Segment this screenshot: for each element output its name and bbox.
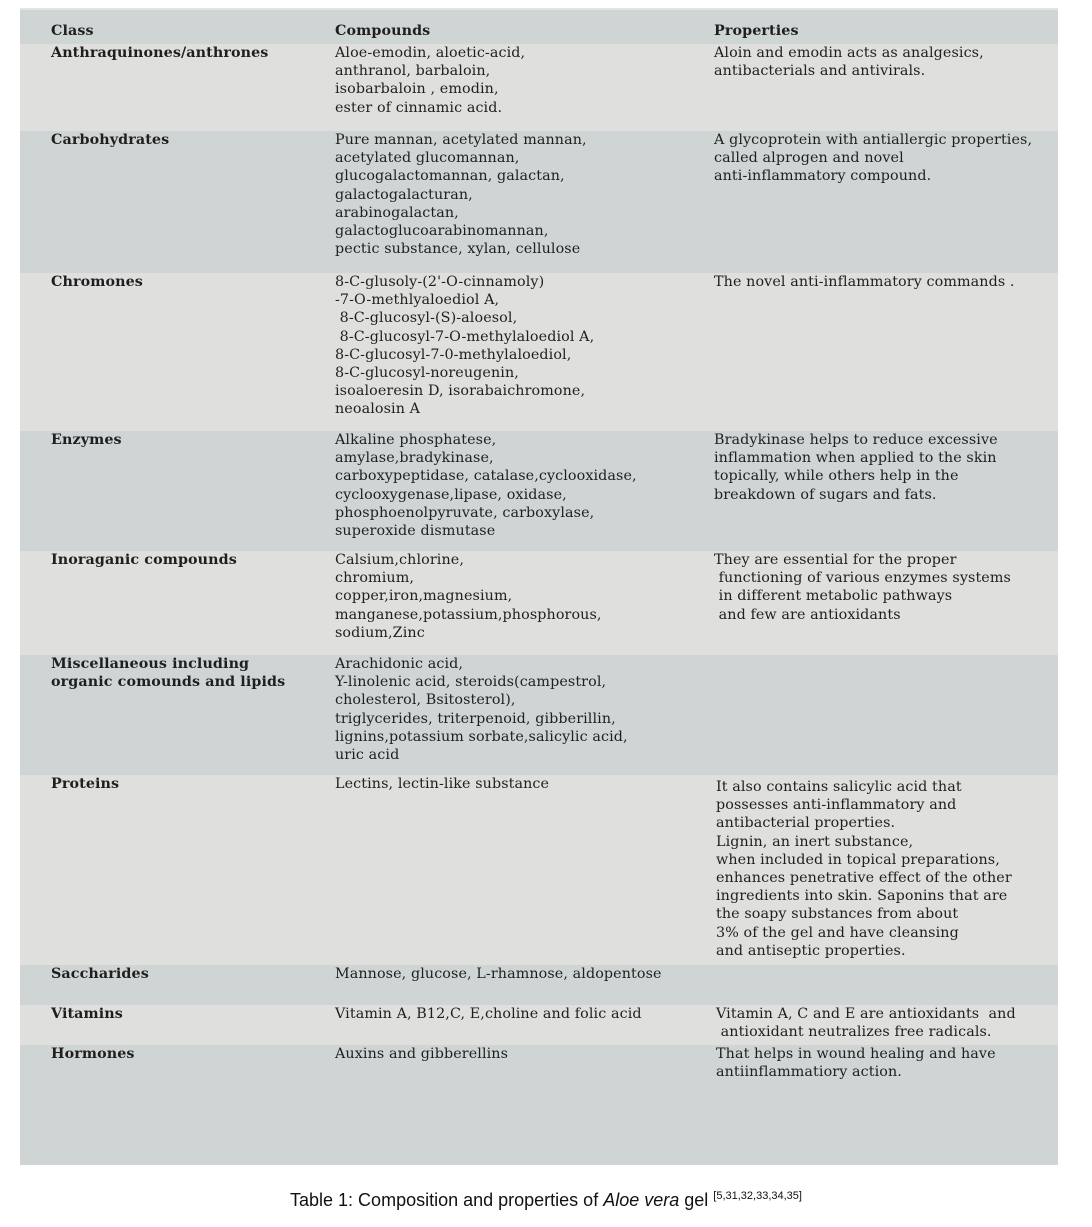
cell-line: and antiseptic properties.: [716, 942, 906, 959]
table-row: [20, 551, 1058, 655]
cell-line: when included in topical preparations,: [716, 851, 1000, 868]
compounds-cell: [335, 131, 587, 258]
header-compounds: Compounds: [335, 23, 431, 39]
cell-line: cyclooxygenase,lipase, oxidase,: [335, 486, 567, 503]
table-row: [20, 44, 1058, 131]
header-properties: Properties: [714, 23, 799, 39]
cell-line: isoaloeresin D, isorabaichromone,: [335, 383, 586, 400]
compounds-cell: [335, 44, 525, 117]
cell-line: ingredients into skin. Saponins that are: [716, 888, 1008, 905]
compounds-cell: [335, 431, 637, 540]
cell-line: uric acid: [335, 747, 400, 764]
properties-cell: [714, 273, 1015, 291]
cell-line: Y-linolenic acid, steroids(campestrol,: [335, 674, 607, 691]
cell-line: carboxypeptidase, catalase,cyclooxidase,: [335, 468, 637, 485]
cell-line: galactogalacturan,: [335, 186, 473, 203]
cell-line: antibacterial properties.: [716, 815, 896, 832]
cell-line: Arachidonic acid,: [335, 656, 464, 672]
compounds-cell: [335, 551, 602, 642]
properties-cell: [716, 1005, 1016, 1041]
cell-line: Saccharides: [51, 966, 149, 982]
properties-cell: [714, 551, 1011, 624]
cell-line: Chromones: [51, 274, 143, 290]
cell-line: galactoglucoarabinomannan,: [335, 223, 549, 240]
properties-cell: [714, 44, 984, 80]
cell-line: Pure mannan, acetylated mannan,: [335, 132, 587, 148]
class-cell: [51, 551, 237, 569]
cell-line: manganese,potassium,phosphorous,: [335, 606, 602, 623]
cell-line: pectic substance, xylan, cellulose: [335, 241, 581, 258]
table-row: [20, 1005, 1058, 1045]
cell-line: Inoraganic compounds: [51, 552, 237, 568]
cell-line: phosphoenolpyruvate, carboxylase,: [335, 504, 595, 521]
cell-line: chromium,: [335, 570, 414, 587]
cell-line: Miscellaneous including: [51, 656, 250, 672]
composition-table: [20, 10, 1058, 1165]
table-row: [20, 775, 1058, 965]
cell-line: anthranol, barbaloin,: [335, 63, 491, 80]
cell-line: Alkaline phosphatese,: [335, 432, 497, 448]
cell-line: sodium,Zinc: [335, 624, 425, 641]
compounds-cell: [335, 1005, 642, 1023]
cell-line: lignins,potassium sorbate,salicylic acid,: [335, 728, 628, 745]
cell-line: 8-C-glucosyl-(S)-aloesol,: [335, 310, 518, 327]
cell-line: It also contains salicylic acid that: [716, 779, 962, 795]
compounds-cell: [335, 655, 628, 764]
cell-line: triglycerides, triterpenoid, gibberillin,: [335, 710, 616, 727]
cell-line: antiinflammatiory action.: [716, 1064, 902, 1081]
table-row: [20, 131, 1058, 273]
properties-cell: [716, 1045, 996, 1081]
table-caption: [0, 1190, 1092, 1211]
compounds-cell: [335, 775, 549, 793]
cell-line: organic comounds and lipids: [51, 674, 286, 691]
header-class: Class: [51, 23, 94, 39]
cell-line: Mannose, glucose, L-rhamnose, aldopentose: [335, 966, 662, 982]
cell-line: Calsium,chlorine,: [335, 552, 464, 568]
cell-line: Auxins and gibberellins: [335, 1046, 509, 1062]
cell-line: antibacterials and antivirals.: [714, 63, 926, 80]
cell-line: superoxide dismutase: [335, 523, 496, 540]
caption-species: Aloe vera: [603, 1190, 680, 1210]
class-cell: [51, 273, 143, 291]
cell-line: 8-C-glucosyl-7-O-methylaloediol A,: [335, 328, 595, 345]
cell-line: breakdown of sugars and fats.: [714, 486, 937, 503]
cell-line: Lignin, an inert substance,: [716, 833, 914, 850]
cell-line: antioxidant neutralizes free radicals.: [716, 1024, 992, 1041]
cell-line: and few are antioxidants: [714, 606, 901, 623]
compounds-cell: [335, 965, 662, 983]
caption-prefix: Table 1: Composition and properties of: [290, 1190, 604, 1210]
cell-line: Hormones: [51, 1046, 135, 1062]
cell-line: -7-O-methlyaloediol A,: [335, 292, 500, 309]
cell-line: enhances penetrative effect of the other: [716, 870, 1012, 887]
properties-cell: [714, 131, 1032, 186]
cell-line: inflammation when applied to the skin: [714, 450, 997, 467]
cell-line: 3% of the gel and have cleansing: [716, 924, 959, 941]
cell-line: They are essential for the proper: [714, 552, 957, 568]
cell-line: Bradykinase helps to reduce excessive: [714, 432, 998, 448]
table-row: [20, 431, 1058, 551]
compounds-cell: [335, 1045, 508, 1063]
cell-line: 8-C-glusoly-(2'-O-cinnamoly): [335, 274, 545, 290]
class-cell: [51, 1045, 135, 1063]
cell-line: in different metabolic pathways: [714, 588, 953, 605]
cell-line: topically, while others help in the: [714, 468, 959, 485]
cell-line: acetylated glucomannan,: [335, 150, 520, 167]
cell-line: glucogalactomannan, galactan,: [335, 168, 565, 185]
class-cell: [51, 431, 122, 449]
cell-line: arabinogalactan,: [335, 204, 459, 221]
cell-line: Proteins: [51, 776, 120, 792]
compounds-cell: [335, 273, 594, 419]
cell-line: isobarbaloin , emodin,: [335, 81, 499, 98]
cell-line: Vitamins: [51, 1006, 123, 1022]
table-row: [20, 273, 1058, 431]
cell-line: The novel anti-inflammatory commands .: [714, 274, 1015, 290]
caption-suffix: gel: [679, 1190, 714, 1210]
cell-line: Aloe-emodin, aloetic-acid,: [335, 45, 526, 61]
table-row: [20, 1045, 1058, 1165]
cell-line: anti-inflammatory compound.: [714, 168, 932, 185]
cell-line: possesses anti-inflammatory and: [716, 797, 957, 814]
cell-line: called alprogen and novel: [714, 150, 904, 167]
cell-line: Carbohydrates: [51, 132, 170, 148]
table-row: [20, 965, 1058, 1005]
class-cell: [51, 1005, 123, 1023]
cell-line: Vitamin A, B12,C, E,choline and folic acid: [335, 1006, 642, 1022]
cell-line: That helps in wound healing and have: [716, 1046, 996, 1062]
class-cell: [51, 965, 149, 983]
properties-cell: [716, 775, 1012, 960]
cell-line: functioning of various enzymes systems: [714, 570, 1011, 587]
cell-line: the soapy substances from about: [716, 906, 959, 923]
cell-line: neoalosin A: [335, 401, 421, 418]
cell-line: copper,iron,magnesium,: [335, 588, 513, 605]
cell-line: Vitamin A, C and E are antioxidants and: [716, 1006, 1016, 1022]
cell-line: cholesterol, Bsitosterol),: [335, 692, 516, 709]
cell-line: amylase,bradykinase,: [335, 450, 494, 467]
properties-cell: [714, 431, 998, 504]
table-row: [20, 655, 1058, 775]
cell-line: Aloin and emodin acts as analgesics,: [714, 45, 984, 61]
class-cell: [51, 131, 169, 149]
cell-line: Enzymes: [51, 432, 122, 448]
cell-line: 8-C-glucosyl-7-0-methylaloediol,: [335, 346, 572, 363]
cell-line: 8-C-glucosyl-noreugenin,: [335, 365, 519, 382]
class-cell: [51, 655, 285, 691]
table-header-row: [20, 10, 1058, 44]
cell-line: A glycoprotein with antiallergic properties,: [714, 132, 1033, 148]
cell-line: ester of cinnamic acid.: [335, 99, 503, 116]
class-cell: [51, 775, 119, 793]
cell-line: Anthraquinones/anthrones: [51, 45, 269, 61]
caption-references: [5,31,32,33,34,35]: [713, 1190, 802, 1202]
cell-line: Lectins, lectin-like substance: [335, 776, 550, 792]
class-cell: [51, 44, 268, 62]
